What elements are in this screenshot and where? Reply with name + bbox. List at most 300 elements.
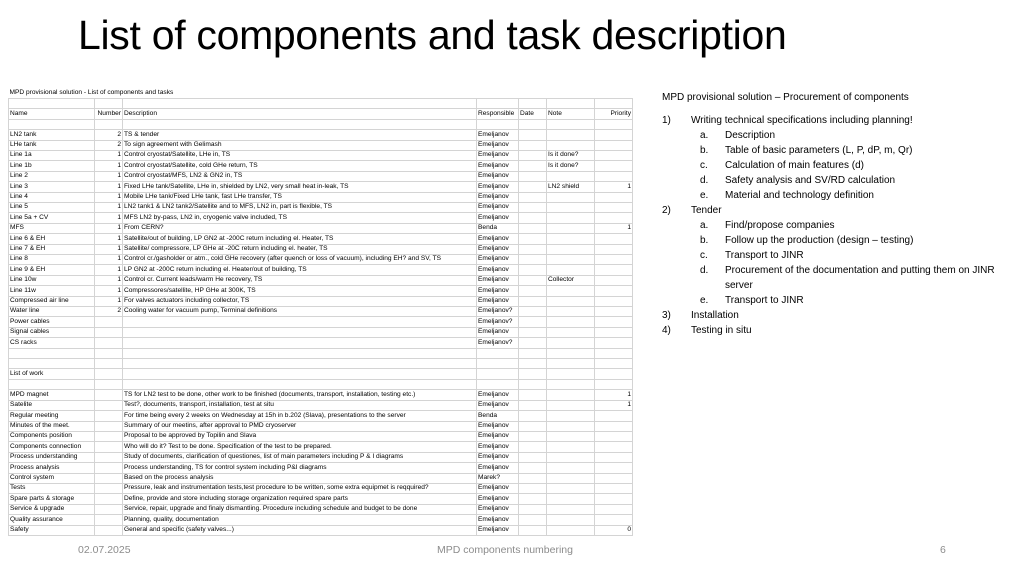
- cell-date: [519, 327, 547, 337]
- table-cell-empty: [595, 348, 633, 358]
- cell-priority: 1: [595, 400, 633, 410]
- cell-priority: [595, 494, 633, 504]
- substep-letter: a.: [700, 220, 709, 231]
- table-cell-empty: [547, 98, 595, 108]
- cell-priority: 0: [595, 525, 633, 535]
- column-header-date: Date: [519, 109, 547, 119]
- table-row: [9, 400, 633, 410]
- cell-number: [95, 338, 123, 348]
- table-cell-empty: [595, 98, 633, 108]
- table-cell-empty: [477, 348, 519, 358]
- cell-number: 1: [95, 286, 123, 296]
- procurement-step: [662, 203, 1012, 218]
- cell-date: [519, 140, 547, 150]
- cell-number: 1: [95, 182, 123, 192]
- cell-date: [519, 171, 547, 181]
- step-number: 1): [662, 115, 671, 126]
- cell-description: Planning, quality, documentation: [123, 515, 477, 525]
- substep-text: Description: [725, 130, 776, 141]
- table-row: [9, 411, 633, 421]
- components-table-body: [9, 88, 633, 535]
- cell-description: Proposal to be approved by Topilin and Slava: [123, 431, 477, 441]
- cell-description: Pressure, leak and instrumentation tests,test procedure to be written, some extra equipmet is reqquired?: [123, 483, 477, 493]
- table-row: [9, 515, 633, 525]
- cell-priority: [595, 202, 633, 212]
- cell-name: CS racks: [9, 338, 95, 348]
- column-header-responsible: Responsible: [477, 109, 519, 119]
- cell-responsible: Emeljanov: [477, 483, 519, 493]
- cell-description: Who will do it? Test to be done. Specification of the test to be prepared.: [123, 442, 477, 452]
- table-cell-empty: [123, 359, 477, 369]
- cell-number: [95, 400, 123, 410]
- cell-date: [519, 473, 547, 483]
- substep-letter: c.: [700, 250, 708, 261]
- cell-priority: [595, 150, 633, 160]
- cell-date: [519, 317, 547, 327]
- cell-date: [519, 525, 547, 535]
- table-row: [9, 182, 633, 192]
- cell-note: [547, 400, 595, 410]
- table-cell-empty: [595, 119, 633, 129]
- cell-note: [547, 338, 595, 348]
- cell-name: Satelite: [9, 400, 95, 410]
- cell-responsible: Emeljanov?: [477, 307, 519, 317]
- cell-note: [547, 431, 595, 441]
- cell-note: Collector: [547, 275, 595, 285]
- cell-description: Fixed LHe tank/Satellite, LHe in, shielded by LN2, very small heat in-leak, TS: [123, 182, 477, 192]
- cell-description: [123, 317, 477, 327]
- cell-note: [547, 390, 595, 400]
- cell-name: Line 5: [9, 202, 95, 212]
- cell-priority: [595, 307, 633, 317]
- cell-description: MFS LN2 by-pass, LN2 in, cryogenic valve included, TS: [123, 213, 477, 223]
- cell-description: LN2 tank1 & LN2 tank2/Satellite and to MFS, LN2 in, part is flexible, TS: [123, 202, 477, 212]
- table-cell-empty: [547, 119, 595, 129]
- cell-number: 2: [95, 140, 123, 150]
- cell-responsible: Emeljanov: [477, 140, 519, 150]
- procurement-steps: [662, 113, 1012, 338]
- cell-note: Is it done?: [547, 150, 595, 160]
- step-number: 4): [662, 325, 671, 336]
- cell-priority: [595, 473, 633, 483]
- table-row: [9, 307, 633, 317]
- cell-number: 2: [95, 307, 123, 317]
- cell-note: [547, 442, 595, 452]
- cell-date: [519, 202, 547, 212]
- column-header-description: Description: [123, 109, 477, 119]
- cell-name: Components position: [9, 431, 95, 441]
- cell-description: Control cr. Current leads/warm He recovery, TS: [123, 275, 477, 285]
- cell-date: [519, 182, 547, 192]
- cell-date: [519, 213, 547, 223]
- cell-priority: [595, 234, 633, 244]
- cell-responsible: Emeljanov: [477, 213, 519, 223]
- cell-number: [95, 317, 123, 327]
- cell-responsible: Emeljanov: [477, 452, 519, 462]
- cell-description: Based on the process analysis: [123, 473, 477, 483]
- cell-date: [519, 452, 547, 462]
- table-row: [9, 442, 633, 452]
- cell-name: Line 5a + CV: [9, 213, 95, 223]
- cell-date: [519, 515, 547, 525]
- table-header-row: [9, 109, 633, 119]
- cell-date: [519, 275, 547, 285]
- cell-date: [519, 431, 547, 441]
- table-cell-empty: [95, 119, 123, 129]
- page-number: 6: [940, 544, 946, 556]
- table-row: [9, 192, 633, 202]
- cell-description: Compressores/satellite, HP GHe at 300K, TS: [123, 286, 477, 296]
- cell-description: [123, 338, 477, 348]
- cell-responsible: Emeljanov: [477, 192, 519, 202]
- table-cell-empty: [477, 98, 519, 108]
- cell-note: [547, 171, 595, 181]
- cell-number: 1: [95, 202, 123, 212]
- cell-priority: [595, 504, 633, 514]
- cell-note: LN2 shield: [547, 182, 595, 192]
- cell-responsible: Emeljanov: [477, 494, 519, 504]
- substep-text: Transport to JINR: [725, 250, 804, 261]
- cell-description: Satellite/ compressore, LP GHe at -20C return including el. heater, TS: [123, 244, 477, 254]
- table-row: [9, 150, 633, 160]
- cell-responsible: Emeljanov: [477, 431, 519, 441]
- cell-priority: [595, 140, 633, 150]
- cell-note: [547, 244, 595, 254]
- cell-description: Cooling water for vacuum pump, Terminal definitions: [123, 307, 477, 317]
- cell-number: 1: [95, 265, 123, 275]
- cell-description: Mobile LHe tank/Fixed LHe tank, fast LHe transfer, TS: [123, 192, 477, 202]
- table-cell-empty: [123, 348, 477, 358]
- cell-name: Line 1a: [9, 150, 95, 160]
- table-cell-empty: [519, 98, 547, 108]
- cell-note: [547, 421, 595, 431]
- table-cell-empty: [519, 369, 547, 379]
- cell-responsible: Emeljanov: [477, 515, 519, 525]
- table-spacer-row: [9, 379, 633, 389]
- cell-date: [519, 504, 547, 514]
- table-row: [9, 525, 633, 535]
- cell-name: Service & upgrade: [9, 504, 95, 514]
- table-row: [9, 171, 633, 181]
- cell-number: [95, 452, 123, 462]
- cell-name: Regular meeting: [9, 411, 95, 421]
- cell-note: [547, 234, 595, 244]
- cell-priority: [595, 452, 633, 462]
- cell-note: [547, 515, 595, 525]
- cell-description: Control cryostat/Satellite, LHe in, TS: [123, 150, 477, 160]
- cell-priority: [595, 275, 633, 285]
- cell-priority: [595, 483, 633, 493]
- cell-description: To sign agreement with Gelimash: [123, 140, 477, 150]
- cell-number: [95, 473, 123, 483]
- table-cell-empty: [595, 379, 633, 389]
- cell-number: [95, 504, 123, 514]
- cell-number: 1: [95, 161, 123, 171]
- cell-priority: [595, 431, 633, 441]
- cell-name: Power cables: [9, 317, 95, 327]
- step-text: Testing in situ: [691, 325, 752, 336]
- cell-number: 1: [95, 150, 123, 160]
- cell-responsible: Emeljanov: [477, 327, 519, 337]
- cell-priority: [595, 317, 633, 327]
- cell-name: Minutes of the meet.: [9, 421, 95, 431]
- cell-responsible: Emeljanov: [477, 296, 519, 306]
- cell-number: 1: [95, 255, 123, 265]
- cell-number: [95, 421, 123, 431]
- cell-priority: 1: [595, 223, 633, 233]
- footer-date: 02.07.2025: [78, 544, 131, 556]
- cell-name: MPD magnet: [9, 390, 95, 400]
- substep-text: Follow up the production (design – testing): [725, 235, 914, 246]
- table-cell-empty: [123, 98, 477, 108]
- cell-name: LN2 tank: [9, 130, 95, 140]
- substep-letter: a.: [700, 130, 709, 141]
- cell-name: Line 1b: [9, 161, 95, 171]
- cell-priority: [595, 244, 633, 254]
- table-cell-empty: [547, 348, 595, 358]
- table-cell-empty: [9, 359, 95, 369]
- step-text: Installation: [691, 310, 739, 321]
- table-cell-empty: [519, 379, 547, 389]
- cell-description: TS & tender: [123, 130, 477, 140]
- cell-number: 1: [95, 234, 123, 244]
- cell-responsible: Emeljanov: [477, 525, 519, 535]
- table-row: [9, 161, 633, 171]
- table-row: [9, 463, 633, 473]
- substep-letter: e.: [700, 190, 709, 201]
- cell-date: [519, 296, 547, 306]
- cell-description: Define, provide and store including storage organization required spare parts: [123, 494, 477, 504]
- table-row: [9, 452, 633, 462]
- work-heading: List of work: [9, 369, 95, 379]
- cell-description: For valves actuators including collector, TS: [123, 296, 477, 306]
- table-spacer-row: [9, 348, 633, 358]
- slide-title: List of components and task description: [78, 12, 787, 58]
- cell-note: [547, 327, 595, 337]
- column-header-name: Name: [9, 109, 95, 119]
- cell-note: [547, 255, 595, 265]
- cell-date: [519, 463, 547, 473]
- cell-date: [519, 390, 547, 400]
- cell-description: Control cryostat/MFS, LN2 & GN2 in, TS: [123, 171, 477, 181]
- cell-description: Satellite/out of building, LP GN2 at -200C return including el. Heater, TS: [123, 234, 477, 244]
- cell-date: [519, 265, 547, 275]
- table-row: [9, 255, 633, 265]
- cell-number: 1: [95, 223, 123, 233]
- procurement-substep: [662, 248, 1012, 263]
- step-number: 2): [662, 205, 671, 216]
- cell-date: [519, 161, 547, 171]
- table-cell-empty: [9, 98, 95, 108]
- cell-description: Process understanding, TS for control system including P&I diagrams: [123, 463, 477, 473]
- procurement-heading: MPD provisional solution – Procurement of components: [662, 92, 909, 103]
- column-header-priority: Priority: [595, 109, 633, 119]
- cell-description: [123, 327, 477, 337]
- cell-priority: [595, 411, 633, 421]
- cell-note: [547, 494, 595, 504]
- cell-name: Line 10w: [9, 275, 95, 285]
- cell-responsible: Emeljanov: [477, 400, 519, 410]
- table-row: [9, 286, 633, 296]
- cell-description: Service, repair, upgrade and finaly dismantling. Procedure including schedule and budget to be done: [123, 504, 477, 514]
- procurement-step: [662, 113, 1012, 128]
- cell-note: [547, 452, 595, 462]
- cell-number: 1: [95, 171, 123, 181]
- cell-name: Components connection: [9, 442, 95, 452]
- cell-priority: [595, 296, 633, 306]
- step-text: Writing technical specifications including planning!: [691, 115, 913, 126]
- cell-description: Control cryostat/Satellite, cold GHe return, TS: [123, 161, 477, 171]
- cell-number: [95, 483, 123, 493]
- table-row: [9, 296, 633, 306]
- cell-responsible: Emeljanov: [477, 390, 519, 400]
- cell-responsible: Emeljanov: [477, 150, 519, 160]
- cell-number: [95, 431, 123, 441]
- cell-priority: [595, 192, 633, 202]
- substep-text: Find/propose companies: [725, 220, 835, 231]
- table-cell-empty: [477, 359, 519, 369]
- cell-date: [519, 494, 547, 504]
- cell-priority: [595, 338, 633, 348]
- cell-name: Safety: [9, 525, 95, 535]
- cell-note: [547, 130, 595, 140]
- step-text: Tender: [691, 205, 722, 216]
- table-row: [9, 130, 633, 140]
- cell-responsible: Emeljanov: [477, 442, 519, 452]
- cell-note: [547, 307, 595, 317]
- table-cell-empty: [9, 348, 95, 358]
- cell-name: Line 4: [9, 192, 95, 202]
- table-cell-empty: [477, 379, 519, 389]
- footer-title: MPD components numbering: [437, 544, 573, 556]
- cell-priority: [595, 171, 633, 181]
- work-heading-row: [9, 369, 633, 379]
- table-spacer-row: [9, 359, 633, 369]
- cell-name: MFS: [9, 223, 95, 233]
- table-spacer-row: [9, 119, 633, 129]
- cell-responsible: Emeljanov: [477, 265, 519, 275]
- cell-date: [519, 400, 547, 410]
- cell-name: Line 9 & EH: [9, 265, 95, 275]
- cell-number: [95, 463, 123, 473]
- cell-date: [519, 130, 547, 140]
- cell-responsible: Emeljanov: [477, 255, 519, 265]
- cell-responsible: Emeljanov: [477, 504, 519, 514]
- cell-priority: 1: [595, 390, 633, 400]
- procurement-step: [662, 323, 1012, 338]
- cell-number: 1: [95, 192, 123, 202]
- cell-responsible: Emeljanov: [477, 202, 519, 212]
- table-caption-row: [9, 88, 633, 98]
- table-cell-empty: [519, 348, 547, 358]
- cell-responsible: Benda: [477, 411, 519, 421]
- cell-name: Line 7 & EH: [9, 244, 95, 254]
- cell-number: [95, 327, 123, 337]
- cell-priority: 1: [595, 182, 633, 192]
- table-cell-empty: [477, 119, 519, 129]
- cell-priority: [595, 130, 633, 140]
- cell-date: [519, 442, 547, 452]
- cell-responsible: Emeljanov: [477, 275, 519, 285]
- cell-number: 1: [95, 296, 123, 306]
- substep-letter: c.: [700, 160, 708, 171]
- cell-number: [95, 390, 123, 400]
- cell-date: [519, 286, 547, 296]
- cell-description: LP GN2 at -200C return including el. Heater/out of building, TS: [123, 265, 477, 275]
- table-cell-empty: [9, 119, 95, 129]
- substep-letter: b.: [700, 145, 709, 156]
- table-row: [9, 234, 633, 244]
- cell-responsible: Emeljanov: [477, 234, 519, 244]
- table-row: [9, 140, 633, 150]
- table-cell-empty: [9, 379, 95, 389]
- table-cell-empty: [123, 379, 477, 389]
- procurement-substep: [662, 158, 1012, 173]
- cell-date: [519, 223, 547, 233]
- table-cell-empty: [95, 348, 123, 358]
- cell-description: Control cr./gasholder or atm., cold GHe recovery (after quench or loss of vacuum), including EH? and SV, TS: [123, 255, 477, 265]
- procurement-step: [662, 308, 1012, 323]
- table-cell-empty: [123, 119, 477, 129]
- table-cell-empty: [595, 359, 633, 369]
- substep-letter: d.: [700, 175, 709, 186]
- cell-description: Study of documents, clarification of questiones, list of main parameters including P & I diagrams: [123, 452, 477, 462]
- cell-name: Quality assurance: [9, 515, 95, 525]
- components-table: [8, 88, 633, 536]
- substep-text: Procurement of the documentation and putting them on JINR server: [725, 265, 995, 291]
- cell-priority: [595, 255, 633, 265]
- cell-name: Process understanding: [9, 452, 95, 462]
- table-cell-empty: [519, 119, 547, 129]
- table-row: [9, 213, 633, 223]
- cell-name: Compressed air line: [9, 296, 95, 306]
- cell-number: 1: [95, 213, 123, 223]
- cell-name: Line 8: [9, 255, 95, 265]
- cell-name: Signal cables: [9, 327, 95, 337]
- cell-responsible: Benda: [477, 223, 519, 233]
- cell-date: [519, 192, 547, 202]
- table-row: [9, 390, 633, 400]
- cell-description: Summary of our meetins, after approval to PMD cryoserver: [123, 421, 477, 431]
- table-row: [9, 327, 633, 337]
- table-row: [9, 431, 633, 441]
- cell-number: [95, 494, 123, 504]
- procurement-substep: [662, 218, 1012, 233]
- column-header-note: Note: [547, 109, 595, 119]
- procurement-substep: [662, 173, 1012, 188]
- cell-priority: [595, 213, 633, 223]
- cell-priority: [595, 327, 633, 337]
- table-cell-empty: [95, 379, 123, 389]
- cell-priority: [595, 286, 633, 296]
- procurement-substep: [662, 143, 1012, 158]
- cell-description: From CERN?: [123, 223, 477, 233]
- cell-name: Control system: [9, 473, 95, 483]
- cell-name: Line 6 & EH: [9, 234, 95, 244]
- cell-number: 2: [95, 130, 123, 140]
- table-cell-empty: [547, 369, 595, 379]
- substep-text: Material and technology definition: [725, 190, 874, 201]
- procurement-substep: [662, 128, 1012, 143]
- cell-priority: [595, 421, 633, 431]
- cell-priority: [595, 463, 633, 473]
- table-cell-empty: [95, 359, 123, 369]
- cell-number: 1: [95, 244, 123, 254]
- cell-number: 1: [95, 275, 123, 285]
- step-number: 3): [662, 310, 671, 321]
- cell-responsible: Emeljanov: [477, 244, 519, 254]
- table-row: [9, 202, 633, 212]
